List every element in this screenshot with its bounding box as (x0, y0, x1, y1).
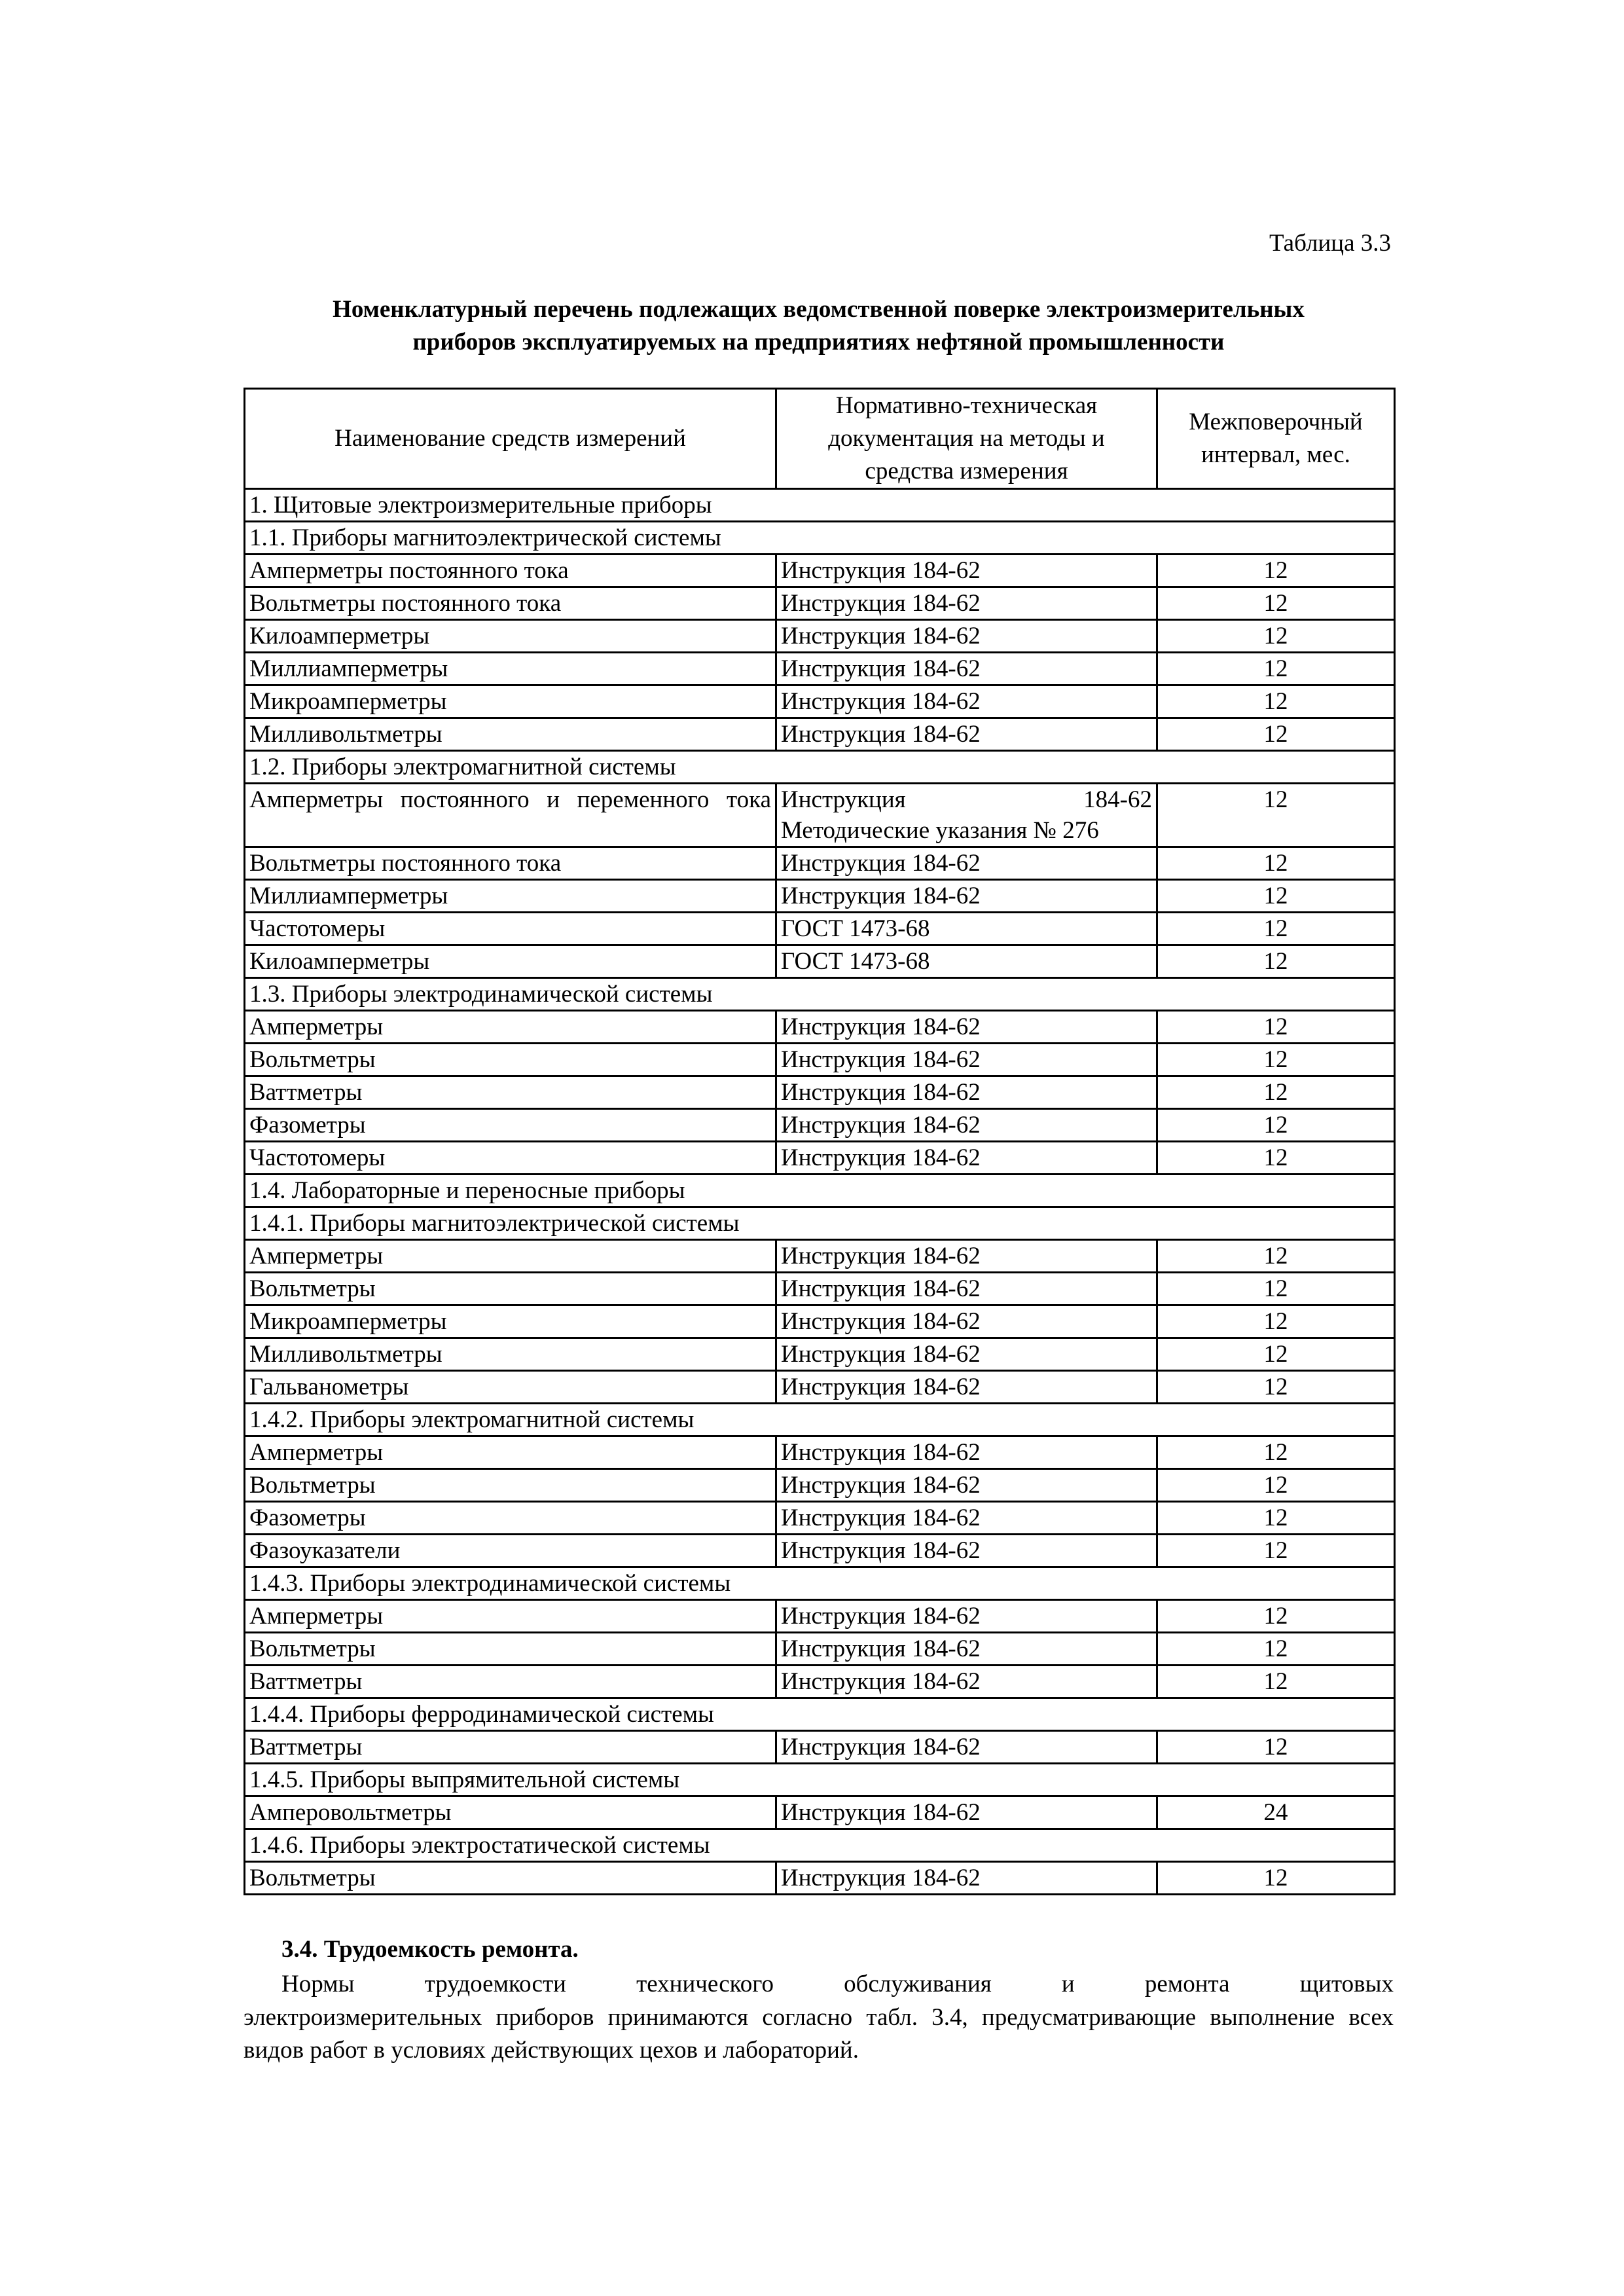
table-row (245, 784, 1395, 847)
doc-cell: Инструкция 184-62 (776, 880, 1157, 913)
interval-cell: 12 (1157, 1305, 1395, 1338)
section-row (245, 751, 1395, 784)
table-number: Таблица 3.3 (1269, 230, 1391, 257)
instrument-name: Килоамперметры (245, 945, 776, 978)
instrument-name: Амперметры (245, 1600, 776, 1633)
table-row (245, 1731, 1395, 1764)
table-row (245, 945, 1395, 978)
instrument-name: Милливольтметры (245, 718, 776, 751)
section-row (245, 1404, 1395, 1436)
interval-cell: 12 (1157, 1076, 1395, 1109)
section-row (245, 1207, 1395, 1240)
instrument-name: Вольтметры постоянного тока (245, 587, 776, 620)
instrument-name: Вольтметры (245, 1469, 776, 1502)
table-row (245, 1600, 1395, 1633)
instrument-name: Амперовольтметры (245, 1796, 776, 1829)
interval-cell: 12 (1157, 555, 1395, 587)
instrument-name: Вольтметры (245, 1044, 776, 1076)
section-title: 1.4.4. Приборы ферродинамической системы (245, 1698, 1395, 1731)
table-row (245, 1469, 1395, 1502)
doc-cell: Инструкция 184-62 (776, 1142, 1157, 1175)
table-row (245, 587, 1395, 620)
table-row (245, 685, 1395, 718)
header-doc: Нормативно-техническая документация на методы и средства измерения (776, 389, 1157, 489)
doc-cell: Инструкция 184-62 (776, 1044, 1157, 1076)
doc-cell: Инструкция 184-62 (776, 1666, 1157, 1698)
section-row (245, 978, 1395, 1011)
interval-cell: 12 (1157, 1142, 1395, 1175)
table-row (245, 1633, 1395, 1666)
interval-cell: 12 (1157, 1633, 1395, 1666)
section-title: 1.4. Лабораторные и переносные приборы (245, 1175, 1395, 1207)
instrument-name: Вольтметры (245, 1633, 776, 1666)
doc-cell: Инструкция 184-62 (776, 1633, 1157, 1666)
table-row (245, 1371, 1395, 1404)
section-heading: 3.4. Трудоемкость ремонта. (281, 1936, 579, 1963)
section-title: 1.4.2. Приборы электромагнитной системы (245, 1404, 1395, 1436)
interval-cell: 12 (1157, 587, 1395, 620)
instrument-name: Миллиамперметры (245, 653, 776, 685)
title-line-1: Номенклатурный перечень подлежащих ведомственной поверке электроизмерительных (333, 296, 1305, 323)
doc-cell: Инструкция 184-62 (776, 847, 1157, 880)
instrument-name: Частотомеры (245, 1142, 776, 1175)
doc-line-1: Инструкция 184-62 (781, 786, 1152, 813)
doc-cell: Инструкция 184-62 (776, 1273, 1157, 1305)
instrument-name: Фазоуказатели (245, 1535, 776, 1567)
interval-cell: 12 (1157, 718, 1395, 751)
interval-cell: 12 (1157, 1731, 1395, 1764)
doc-cell: Инструкция 184-62 (776, 1338, 1157, 1371)
section-row (245, 1175, 1395, 1207)
doc-cell (776, 784, 1157, 847)
interval-cell: 12 (1157, 1535, 1395, 1567)
instrument-name: Гальванометры (245, 1371, 776, 1404)
doc-cell: ГОСТ 1473-68 (776, 945, 1157, 978)
instrument-name: Амперметры постоянного тока (245, 555, 776, 587)
interval-cell: 12 (1157, 1469, 1395, 1502)
doc-cell: Инструкция 184-62 (776, 1109, 1157, 1142)
instrument-name: Амперметры (245, 1240, 776, 1273)
instrument-name: Фазометры (245, 1109, 776, 1142)
table-row (245, 1142, 1395, 1175)
doc-cell: Инструкция 184-62 (776, 1796, 1157, 1829)
interval-cell: 12 (1157, 1862, 1395, 1895)
section-row (245, 1829, 1395, 1862)
interval-cell: 12 (1157, 1338, 1395, 1371)
table-row (245, 1305, 1395, 1338)
interval-cell: 12 (1157, 685, 1395, 718)
interval-cell: 24 (1157, 1796, 1395, 1829)
instrument-name: Ваттметры (245, 1076, 776, 1109)
section-title: 1.1. Приборы магнитоэлектрической системы (245, 522, 1395, 555)
instrument-name: Микроамперметры (245, 685, 776, 718)
table-row (245, 913, 1395, 945)
doc-cell: Инструкция 184-62 (776, 1436, 1157, 1469)
interval-cell: 12 (1157, 1436, 1395, 1469)
doc-cell: ГОСТ 1473-68 (776, 913, 1157, 945)
interval-cell: 12 (1157, 880, 1395, 913)
interval-cell: 12 (1157, 1109, 1395, 1142)
table-row (245, 620, 1395, 653)
doc-cell: Инструкция 184-62 (776, 587, 1157, 620)
header-name: Наименование средств измерений (245, 389, 776, 489)
doc-cell: Инструкция 184-62 (776, 1305, 1157, 1338)
instruments-table (244, 388, 1396, 1895)
table-row (245, 1109, 1395, 1142)
paragraph-rest: электроизмерительных приборов принимаются согласно табл. 3.4, предусматривающие выполнение всех видов работ в условиях действующих цехов и лабораторий. (244, 2003, 1394, 2064)
table-row (245, 1796, 1395, 1829)
section-title: 1.4.3. Приборы электродинамической системы (245, 1567, 1395, 1600)
interval-cell: 12 (1157, 945, 1395, 978)
section-title: 1. Щитовые электроизмерительные приборы (245, 489, 1395, 522)
section-row (245, 1698, 1395, 1731)
paragraph-line-1: Нормы трудоемкости технического обслуживания и ремонта щитовых (281, 1971, 1394, 1997)
section-row (245, 489, 1395, 522)
instrument-name: Вольтметры постоянного тока (245, 847, 776, 880)
instrument-name: Ваттметры (245, 1666, 776, 1698)
doc-cell: Инструкция 184-62 (776, 555, 1157, 587)
interval-cell: 12 (1157, 784, 1395, 847)
doc-cell: Инструкция 184-62 (776, 718, 1157, 751)
interval-cell: 12 (1157, 1666, 1395, 1698)
table-row (245, 1502, 1395, 1535)
table-row (245, 1240, 1395, 1273)
title-line-2: приборов эксплуатируемых на предприятиях нефтяной промышленности (412, 329, 1225, 355)
section-title: 1.4.5. Приборы выпрямительной системы (245, 1764, 1395, 1796)
section-title: 1.3. Приборы электродинамической системы (245, 978, 1395, 1011)
doc-cell: Инструкция 184-62 (776, 653, 1157, 685)
interval-cell: 12 (1157, 1371, 1395, 1404)
doc-cell: Инструкция 184-62 (776, 620, 1157, 653)
doc-line-2: Методические указания № 276 (781, 817, 1099, 844)
instrument-name: Ваттметры (245, 1731, 776, 1764)
paragraph (244, 1968, 1394, 2068)
table-row (245, 555, 1395, 587)
doc-cell: Инструкция 184-62 (776, 1240, 1157, 1273)
interval-cell: 12 (1157, 1502, 1395, 1535)
table-title (244, 293, 1394, 359)
instrument-name: Вольтметры (245, 1273, 776, 1305)
instrument-name: Фазометры (245, 1502, 776, 1535)
interval-cell: 12 (1157, 913, 1395, 945)
table-header-row (245, 389, 1395, 489)
interval-cell: 12 (1157, 1044, 1395, 1076)
section-row (245, 522, 1395, 555)
instrument-name: Частотомеры (245, 913, 776, 945)
interval-cell: 12 (1157, 653, 1395, 685)
table-row (245, 1044, 1395, 1076)
table-row (245, 880, 1395, 913)
interval-cell: 12 (1157, 620, 1395, 653)
doc-cell: Инструкция 184-62 (776, 1371, 1157, 1404)
table-row (245, 1338, 1395, 1371)
doc-cell: Инструкция 184-62 (776, 685, 1157, 718)
doc-cell: Инструкция 184-62 (776, 1731, 1157, 1764)
interval-cell: 12 (1157, 1011, 1395, 1044)
instrument-name: Милливольтметры (245, 1338, 776, 1371)
doc-cell: Инструкция 184-62 (776, 1862, 1157, 1895)
table-row (245, 1436, 1395, 1469)
table-row (245, 847, 1395, 880)
table-row (245, 653, 1395, 685)
instrument-name: Микроамперметры (245, 1305, 776, 1338)
table-row (245, 1011, 1395, 1044)
instrument-name: Миллиамперметры (245, 880, 776, 913)
table-row (245, 1862, 1395, 1895)
instrument-name: Вольтметры (245, 1862, 776, 1895)
interval-cell: 12 (1157, 1240, 1395, 1273)
section-row (245, 1764, 1395, 1796)
instrument-name: Килоамперметры (245, 620, 776, 653)
section-row (245, 1567, 1395, 1600)
table-row (245, 1273, 1395, 1305)
instrument-name: Амперметры (245, 1011, 776, 1044)
doc-cell: Инструкция 184-62 (776, 1076, 1157, 1109)
table-row (245, 1076, 1395, 1109)
instrument-name: Амперметры (245, 1436, 776, 1469)
doc-cell: Инструкция 184-62 (776, 1502, 1157, 1535)
table-row (245, 1666, 1395, 1698)
doc-cell: Инструкция 184-62 (776, 1011, 1157, 1044)
table-row (245, 718, 1395, 751)
doc-cell: Инструкция 184-62 (776, 1469, 1157, 1502)
doc-cell: Инструкция 184-62 (776, 1600, 1157, 1633)
section-title: 1.2. Приборы электромагнитной системы (245, 751, 1395, 784)
table-row (245, 1535, 1395, 1567)
section-title: 1.4.6. Приборы электростатической системы (245, 1829, 1395, 1862)
interval-cell: 12 (1157, 1273, 1395, 1305)
header-interval: Межповерочный интервал, мес. (1157, 389, 1395, 489)
section-title: 1.4.1. Приборы магнитоэлектрической системы (245, 1207, 1395, 1240)
interval-cell: 12 (1157, 847, 1395, 880)
doc-cell: Инструкция 184-62 (776, 1535, 1157, 1567)
instrument-name: Амперметры постоянного и переменного тока (245, 784, 776, 847)
interval-cell: 12 (1157, 1600, 1395, 1633)
